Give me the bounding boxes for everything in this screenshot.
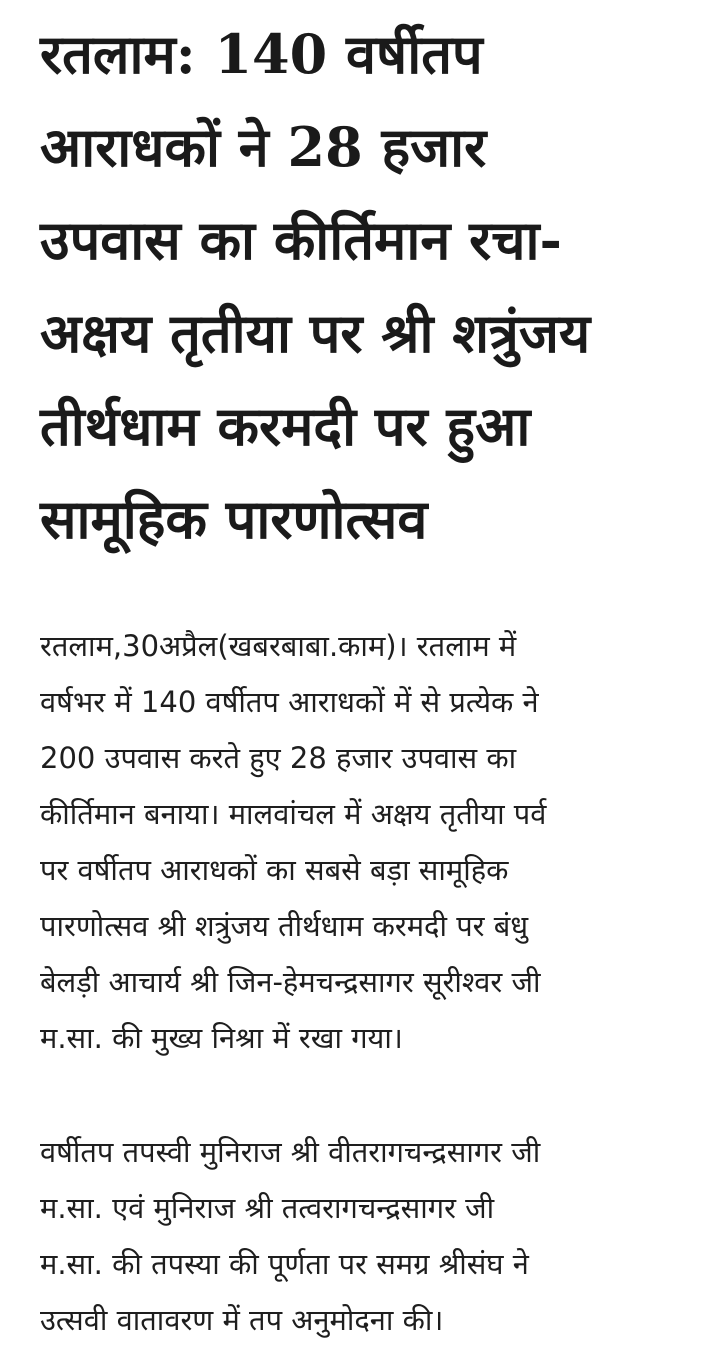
article-paragraph-2 bbox=[40, 1124, 690, 1348]
headline-line: तीर्थधाम करमदी पर हुआ bbox=[40, 394, 531, 458]
headline-line: सामूहिक पारणोत्सव bbox=[40, 487, 428, 551]
paragraph-line: म.सा. की मुख्य निश्रा में रखा गया। bbox=[40, 1021, 403, 1055]
article-paragraph-1 bbox=[40, 618, 690, 1066]
paragraph-line: 200 उपवास करते हुए 28 हजार उपवास का bbox=[40, 741, 517, 775]
headline-line: अक्षय तृतीया पर श्री शत्रुंजय bbox=[40, 301, 591, 365]
paragraph-line: पर वर्षीतप आराधकों का सबसे बड़ा सामूहिक bbox=[40, 853, 509, 887]
paragraph-line: म.सा. एवं मुनिराज श्री तत्वरागचन्द्रसागर जी bbox=[40, 1191, 495, 1225]
paragraph-line: वर्षीतप तपस्वी मुनिराज श्री वीतरागचन्द्रसागर जी bbox=[40, 1135, 541, 1169]
article-headline bbox=[40, 0, 690, 566]
paragraph-line: वर्षभर में 140 वर्षीतप आराधकों में से प्रत्येक ने bbox=[40, 685, 539, 719]
paragraph-line: रतलाम,30अप्रैल(खबरबाबा.काम)। रतलाम में bbox=[40, 629, 517, 663]
headline-line: रतलाम: 140 वर्षीतप bbox=[40, 22, 483, 86]
paragraph-line: उत्सवी वातावरण में तप अनुमोदना की। bbox=[40, 1303, 444, 1337]
headline-line: उपवास का कीर्तिमान रचा- bbox=[40, 208, 562, 272]
paragraph-line: कीर्तिमान बनाया। मालवांचल में अक्षय तृतीया पर्व bbox=[40, 797, 547, 831]
paragraph-line: म.सा. की तपस्या की पूर्णता पर समग्र श्रीसंघ ने bbox=[40, 1247, 529, 1281]
paragraph-line: पारणोत्सव श्री शत्रुंजय तीर्थधाम करमदी पर बंधु bbox=[40, 909, 529, 943]
article bbox=[40, 0, 690, 1348]
paragraph-line: बेलड़ी आचार्य श्री जिन-हेमचन्द्रसागर सूरीश्वर जी bbox=[40, 965, 541, 999]
headline-line: आराधकों ने 28 हजार bbox=[40, 115, 487, 179]
